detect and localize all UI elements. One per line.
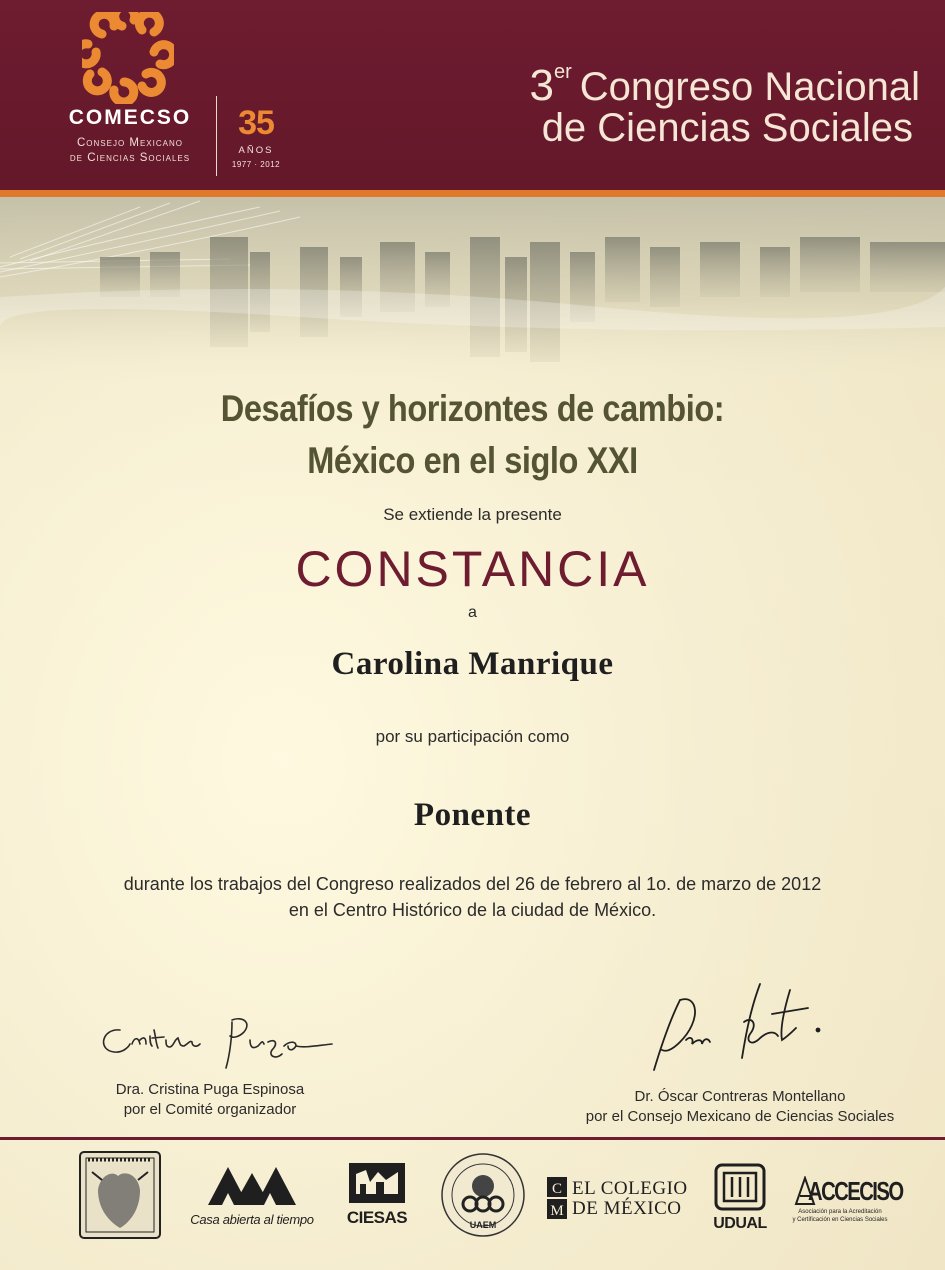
svg-text:C: C bbox=[551, 1181, 563, 1197]
acceciso-subtitle-line2: y Certificación en Ciencias Sociales bbox=[792, 1217, 888, 1223]
certificate-heading: CONSTANCIA bbox=[295, 541, 650, 597]
theme-title-line2: México en el siglo XXI bbox=[307, 440, 638, 481]
to-text: a bbox=[468, 604, 477, 621]
right-signer-name: Dr. Óscar Contreras Montellano bbox=[634, 1088, 846, 1105]
anniversary-years: 1977 · 2012 bbox=[231, 160, 281, 169]
congress-title-line1 bbox=[380, 48, 920, 111]
participation-intro: por su participación como bbox=[375, 727, 570, 746]
uaem-label: UAEM bbox=[469, 1220, 497, 1230]
anniversary-number: 35 bbox=[238, 104, 274, 142]
period-line1: durante los trabajos del Congreso realizados del 26 de febrero al 1o. de marzo de 2012 bbox=[123, 874, 822, 894]
cityscape-illustration bbox=[0, 197, 945, 387]
participant-role: Ponente bbox=[413, 797, 532, 833]
header-accent-stripe bbox=[0, 190, 945, 197]
anniversary-label: AÑOS bbox=[238, 145, 274, 156]
uam-logo-icon bbox=[204, 1163, 300, 1207]
left-handwritten-signature bbox=[92, 1010, 342, 1080]
colmex-line1: EL COLEGIO bbox=[572, 1178, 688, 1199]
intro-text: Se extiende la presente bbox=[383, 505, 562, 524]
recipient-name: Carolina Manrique bbox=[331, 646, 614, 682]
right-signer-role: por el Consejo Mexicano de Ciencias Sociales bbox=[585, 1108, 895, 1125]
footer-rule bbox=[0, 1137, 945, 1140]
uam-tagline: Casa abierta al tiempo bbox=[190, 1212, 314, 1227]
left-signer-role: por el Comité organizador bbox=[123, 1101, 297, 1118]
colmex-emblem-icon bbox=[546, 1176, 568, 1220]
udual-label: UDUAL bbox=[713, 1215, 767, 1232]
acceciso-subtitle-line1: Asociación para la Acreditación bbox=[798, 1209, 882, 1215]
congress-title-line2: de Ciencias Sociales bbox=[541, 106, 913, 150]
congress-ordinal-suffix: er bbox=[554, 61, 572, 83]
svg-text:M: M bbox=[550, 1203, 564, 1219]
ciesas-label: CIESAS bbox=[346, 1208, 408, 1227]
left-signer-name: Dra. Cristina Puga Espinosa bbox=[115, 1081, 305, 1098]
ciesas-logo-icon bbox=[348, 1162, 406, 1204]
org-fullname bbox=[50, 136, 210, 166]
comecso-logo-icon bbox=[82, 12, 174, 104]
udual-logo-icon bbox=[714, 1163, 766, 1211]
colmex-line2: DE MÉXICO bbox=[572, 1198, 682, 1219]
period-line2: en el Centro Histórico de la ciudad de México. bbox=[288, 900, 657, 920]
theme-title-line1: Desafíos y horizontes de cambio: bbox=[220, 388, 725, 429]
logo-divider bbox=[216, 96, 217, 176]
acceciso-label: ACCECISO bbox=[808, 1176, 903, 1206]
org-fullname-line1: Consejo Mexicano bbox=[77, 137, 183, 149]
congress-title-text1: Congreso Nacional bbox=[579, 65, 920, 109]
acceciso-subtitle bbox=[790, 1208, 890, 1224]
unam-crest-icon bbox=[78, 1150, 162, 1240]
congress-ordinal: 3 bbox=[529, 61, 554, 110]
org-fullname-line2: de Ciencias Sociales bbox=[69, 152, 191, 164]
right-handwritten-signature bbox=[640, 980, 840, 1075]
org-acronym: COMECSO bbox=[68, 106, 192, 129]
